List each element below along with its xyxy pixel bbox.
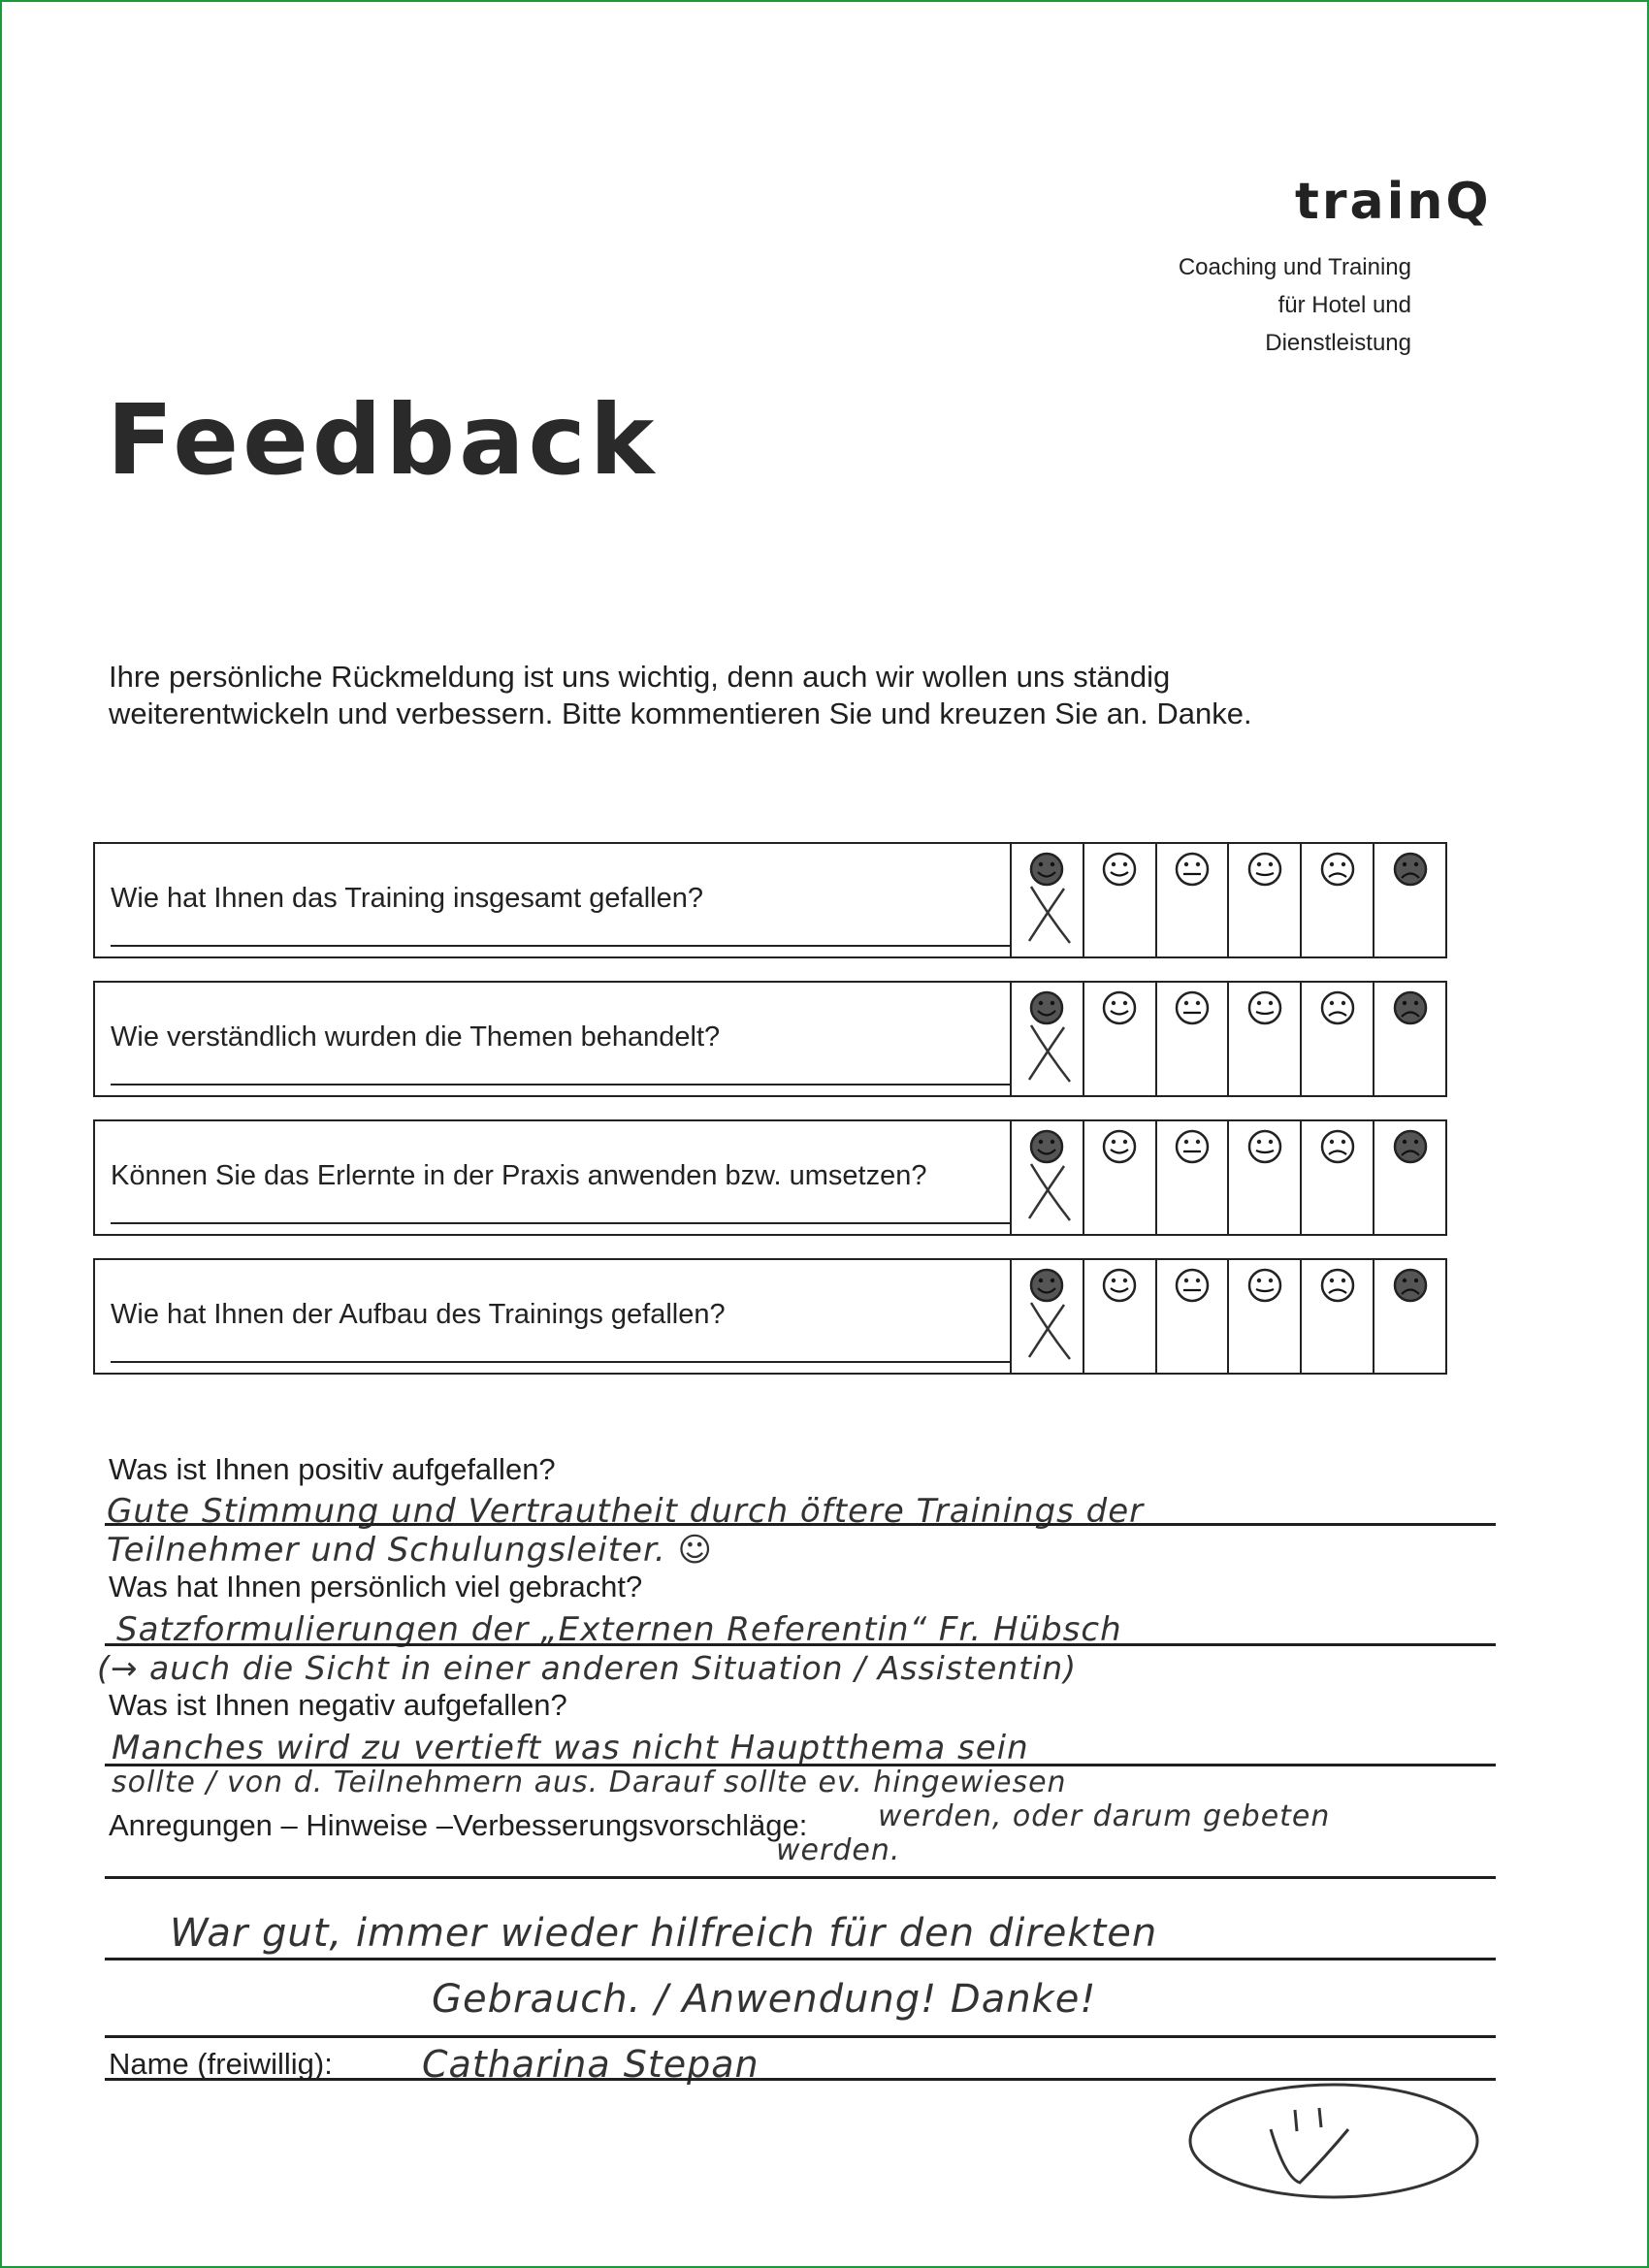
rating-cell-very-sad[interactable] — [1373, 1121, 1445, 1234]
rating-cells — [1010, 983, 1445, 1095]
answer-rule — [105, 2035, 1496, 2038]
rating-cell-slightly-happy[interactable] — [1227, 844, 1300, 956]
happy-face-icon — [1100, 988, 1139, 1027]
negative-label: Was ist Ihnen negativ aufgefallen? — [109, 1688, 567, 1722]
rating-cell-very-sad[interactable] — [1373, 844, 1445, 956]
question-text: Wie hat Ihnen das Training insgesamt gefallen? — [111, 883, 703, 914]
rating-cell-happy[interactable] — [1083, 1121, 1155, 1234]
rating-cell-happy[interactable] — [1083, 844, 1155, 956]
rating-cell-happy[interactable] — [1083, 983, 1155, 1095]
positive-label: Was ist Ihnen positiv aufgefallen? — [109, 1452, 556, 1486]
rating-cell-neutral[interactable] — [1155, 844, 1228, 956]
gained-label: Was hat Ihnen persönlich viel gebracht? — [109, 1570, 643, 1604]
suggestions-label: Anregungen – Hinweise –Verbesserungsvorschläge: — [109, 1808, 808, 1842]
rating-cell-sad[interactable] — [1300, 844, 1373, 956]
rating-cell-neutral[interactable] — [1155, 1121, 1228, 1234]
question-text: Können Sie das Erlernte in der Praxis anwenden bzw. umsetzen? — [111, 1160, 927, 1191]
positive-answer-line-2: Teilnehmer und Schulungsleiter. ☺ — [107, 1531, 713, 1570]
question-box — [93, 1119, 1447, 1236]
rating-cells — [1010, 1260, 1445, 1373]
rating-cell-very-happy[interactable] — [1010, 1260, 1083, 1373]
question-underline — [111, 1361, 1011, 1363]
smiley-doodle-icon — [1179, 2071, 1489, 2207]
rating-cell-neutral[interactable] — [1155, 983, 1228, 1095]
question-box — [93, 842, 1447, 958]
rating-cell-slightly-happy[interactable] — [1227, 1260, 1300, 1373]
sad-face-icon — [1318, 988, 1357, 1027]
rating-cell-very-happy[interactable] — [1010, 983, 1083, 1095]
answer-rule — [105, 1876, 1496, 1879]
sad-face-icon — [1318, 1266, 1357, 1305]
neutral-face-icon — [1173, 988, 1212, 1027]
sad-face-icon — [1318, 1127, 1357, 1166]
sad-face-icon — [1318, 850, 1357, 889]
rating-cell-very-happy[interactable] — [1010, 844, 1083, 956]
neutral-face-icon — [1173, 850, 1212, 889]
cross-mark-icon — [1025, 1299, 1076, 1363]
happy-face-icon — [1100, 1266, 1139, 1305]
question-text: Wie verständlich wurden die Themen behandelt? — [111, 1021, 721, 1053]
answer-rule — [105, 1523, 1496, 1526]
rating-cells — [1010, 844, 1445, 956]
slightly-happy-face-icon — [1245, 850, 1284, 889]
question-box — [93, 981, 1447, 1097]
rating-cell-slightly-happy[interactable] — [1227, 983, 1300, 1095]
happy-face-icon — [1100, 850, 1139, 889]
brand-tagline-1: Coaching und Training — [1178, 254, 1411, 280]
slightly-happy-face-icon — [1245, 988, 1284, 1027]
negative-answer-line-2: sollte / von d. Teilnehmern aus. Darauf sollte ev. hingewiesen — [112, 1766, 1067, 1799]
question-text: Wie hat Ihnen der Aufbau des Trainings gefallen? — [111, 1299, 726, 1330]
gained-answer-line-2: (→ auch die Sicht in einer anderen Situation / Assistentin) — [97, 1649, 1078, 1687]
negative-answer-line-1: Manches wird zu vertieft was nicht Hauptthema sein — [112, 1729, 1029, 1767]
rating-cell-sad[interactable] — [1300, 1121, 1373, 1234]
rating-cells — [1010, 1121, 1445, 1234]
gained-answer-line-1: Satzformulierungen der „Externen Referentin“ Fr. Hübsch — [116, 1610, 1122, 1649]
rating-cell-happy[interactable] — [1083, 1260, 1155, 1373]
rating-cell-sad[interactable] — [1300, 1260, 1373, 1373]
negative-answer-line-4: werden. — [776, 1833, 901, 1867]
cross-mark-icon — [1025, 1021, 1076, 1085]
page-title: Feedback — [107, 383, 659, 497]
name-label: Name (freiwillig): — [109, 2047, 333, 2081]
very-sad-face-icon — [1391, 988, 1430, 1027]
cross-mark-icon — [1025, 1160, 1076, 1224]
answer-rule — [105, 1958, 1496, 1960]
name-value[interactable]: Catharina Stepan — [422, 2043, 760, 2086]
brand-tagline-3: Dienstleistung — [1265, 330, 1411, 356]
brand-logo: trainQ — [1295, 173, 1492, 231]
rating-cell-very-sad[interactable] — [1373, 1260, 1445, 1373]
suggestions-answer-line-2: Gebrauch. / Anwendung! Danke! — [432, 1977, 1097, 2022]
slightly-happy-face-icon — [1245, 1127, 1284, 1166]
positive-answer-line-1: Gute Stimmung und Vertrautheit durch öftere Trainings der — [107, 1492, 1145, 1531]
question-underline — [111, 1222, 1011, 1224]
slightly-happy-face-icon — [1245, 1266, 1284, 1305]
brand-tagline-2: für Hotel und — [1277, 292, 1411, 318]
negative-answer-line-3: werden, oder darum gebeten — [878, 1799, 1331, 1833]
very-sad-face-icon — [1391, 850, 1430, 889]
rating-cell-sad[interactable] — [1300, 983, 1373, 1095]
very-sad-face-icon — [1391, 1266, 1430, 1305]
question-box — [93, 1258, 1447, 1375]
intro-line-2: weiterentwickeln und verbessern. Bitte kommentieren Sie und kreuzen Sie an. Danke. — [109, 697, 1252, 730]
neutral-face-icon — [1173, 1266, 1212, 1305]
answer-rule — [105, 1643, 1496, 1646]
rating-cell-very-sad[interactable] — [1373, 983, 1445, 1095]
cross-mark-icon — [1025, 883, 1076, 947]
very-sad-face-icon — [1391, 1127, 1430, 1166]
happy-face-icon — [1100, 1127, 1139, 1166]
rating-cell-neutral[interactable] — [1155, 1260, 1228, 1373]
intro-line-1: Ihre persönliche Rückmeldung ist uns wichtig, denn auch wir wollen uns ständig — [109, 660, 1171, 694]
suggestions-answer-line-1: War gut, immer wieder hilfreich für den direkten — [170, 1911, 1158, 1956]
question-underline — [111, 1084, 1011, 1085]
neutral-face-icon — [1173, 1127, 1212, 1166]
question-underline — [111, 945, 1011, 947]
rating-cell-very-happy[interactable] — [1010, 1121, 1083, 1234]
rating-cell-slightly-happy[interactable] — [1227, 1121, 1300, 1234]
